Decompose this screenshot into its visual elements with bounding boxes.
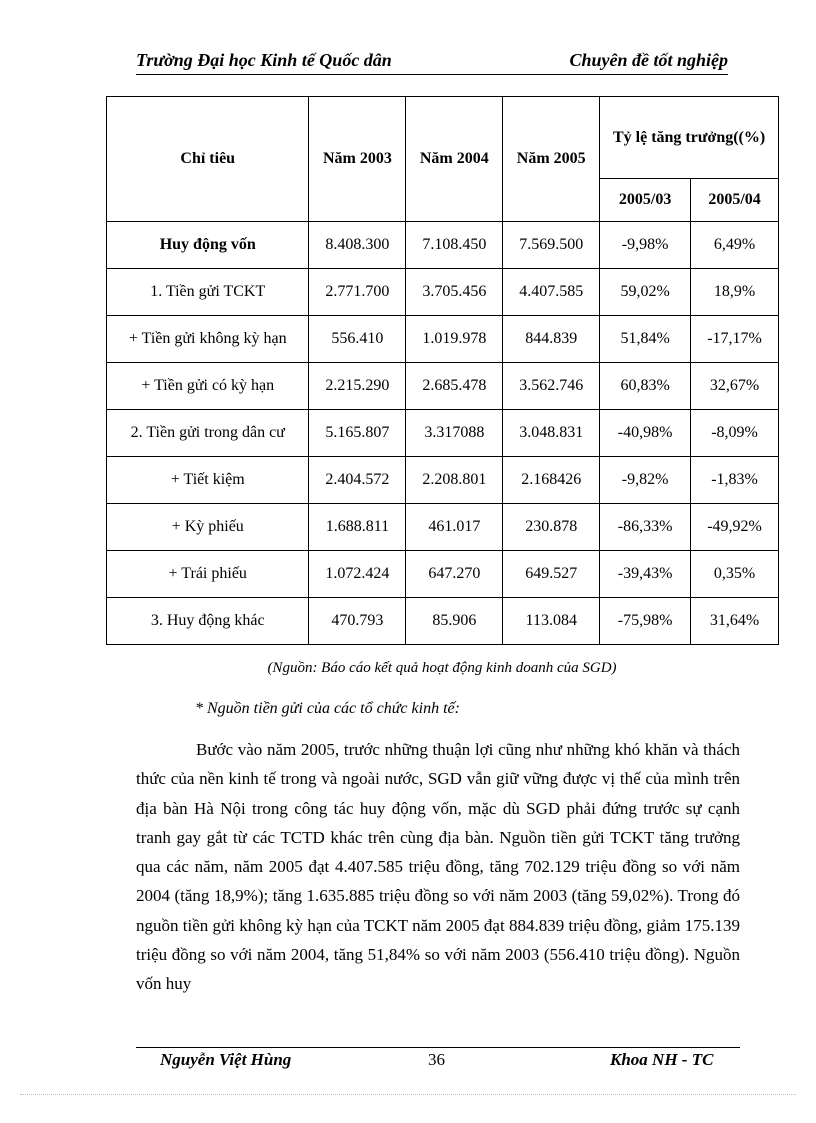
value-2003: 1.072.424 bbox=[309, 551, 406, 598]
value-2005: 230.878 bbox=[503, 504, 600, 551]
value-2005: 4.407.585 bbox=[503, 269, 600, 316]
table-row bbox=[107, 598, 779, 645]
value-2005: 3.562.746 bbox=[503, 363, 600, 410]
growth-2005-04: 32,67% bbox=[691, 363, 779, 410]
growth-2005-03: 51,84% bbox=[600, 316, 691, 363]
row-label: Huy động vốn bbox=[107, 222, 309, 269]
page-edge-dotted-line bbox=[20, 1094, 796, 1095]
growth-2005-03: -75,98% bbox=[600, 598, 691, 645]
value-2004: 2.208.801 bbox=[406, 457, 503, 504]
header-doc-type: Chuyên đề tốt nghiệp bbox=[569, 50, 728, 70]
header-growth-2005-04: 2005/04 bbox=[691, 179, 779, 222]
header-growth-2005-03: 2005/03 bbox=[600, 179, 691, 222]
growth-2005-03: -40,98% bbox=[600, 410, 691, 457]
value-2004: 461.017 bbox=[406, 504, 503, 551]
body-text bbox=[136, 735, 740, 999]
growth-2005-03: 59,02% bbox=[600, 269, 691, 316]
growth-2005-03: -9,82% bbox=[600, 457, 691, 504]
value-2005: 113.084 bbox=[503, 598, 600, 645]
value-2005: 844.839 bbox=[503, 316, 600, 363]
page-header bbox=[136, 50, 728, 75]
growth-2005-04: 18,9% bbox=[691, 269, 779, 316]
value-2003: 556.410 bbox=[309, 316, 406, 363]
growth-2005-04: -8,09% bbox=[691, 410, 779, 457]
value-2004: 7.108.450 bbox=[406, 222, 503, 269]
table-row bbox=[107, 551, 779, 598]
capital-mobilization-table bbox=[106, 96, 779, 645]
row-label: 3. Huy động khác bbox=[107, 598, 309, 645]
value-2005: 649.527 bbox=[503, 551, 600, 598]
table-row bbox=[107, 363, 779, 410]
value-2003: 1.688.811 bbox=[309, 504, 406, 551]
table-row bbox=[107, 222, 779, 269]
page-number: 36 bbox=[428, 1050, 445, 1069]
value-2005: 2.168426 bbox=[503, 457, 600, 504]
value-2003: 470.793 bbox=[309, 598, 406, 645]
table-row bbox=[107, 410, 779, 457]
paragraph: Bước vào năm 2005, trước những thuận lợi cũng như những khó khăn và thách thức của nền kinh tế trong và ngoài nước, SGD vẫn giữ vững được vị thế của mình trên địa bàn Hà Nội trong công tác huy động vốn, mặc dù SGD phải đứng trước sự cạnh tranh gay gắt từ các TCTD khác trên cùng địa bàn. Nguồn tiền gửi TCKT tăng trưởng qua các năm, năm 2005 đạt 4.407.585 triệu đồng, tăng 702.129 triệu đồng so với năm 2004 (tăng 18,9%); tăng 1.635.885 triệu đồng so với năm 2003 (tăng 59,02%). Trong đó nguồn tiền gửi không kỳ hạn của TCKT năm 2005 đạt 884.839 triệu đồng, giảm 175.139 triệu đồng so với năm 2004, tăng 51,84% so với năm 2003 (556.410 triệu đồng). Nguồn vốn huy bbox=[136, 740, 740, 994]
table-row bbox=[107, 504, 779, 551]
footer-department: Khoa NH - TC bbox=[610, 1050, 714, 1069]
header-2003: Năm 2003 bbox=[309, 97, 406, 222]
header-growth-rate: Tỷ lệ tăng trưởng((%) bbox=[600, 97, 779, 179]
value-2003: 2.404.572 bbox=[309, 457, 406, 504]
section-subheading: * Nguồn tiền gửi của các tổ chức kinh tế: bbox=[195, 700, 460, 717]
value-2003: 2.771.700 bbox=[309, 269, 406, 316]
value-2004: 3.705.456 bbox=[406, 269, 503, 316]
value-2003: 5.165.807 bbox=[309, 410, 406, 457]
growth-2005-04: 0,35% bbox=[691, 551, 779, 598]
growth-2005-04: -1,83% bbox=[691, 457, 779, 504]
row-label: + Tiền gửi có kỳ hạn bbox=[107, 363, 309, 410]
growth-2005-04: 31,64% bbox=[691, 598, 779, 645]
table-row bbox=[107, 457, 779, 504]
row-label: + Kỳ phiếu bbox=[107, 504, 309, 551]
footer-author: Nguyễn Việt Hùng bbox=[160, 1050, 292, 1069]
value-2004: 85.906 bbox=[406, 598, 503, 645]
growth-2005-04: 6,49% bbox=[691, 222, 779, 269]
value-2005: 7.569.500 bbox=[503, 222, 600, 269]
growth-2005-03: -86,33% bbox=[600, 504, 691, 551]
growth-2005-03: -39,43% bbox=[600, 551, 691, 598]
row-label: 2. Tiền gửi trong dân cư bbox=[107, 410, 309, 457]
value-2003: 8.408.300 bbox=[309, 222, 406, 269]
value-2005: 3.048.831 bbox=[503, 410, 600, 457]
table-row bbox=[107, 316, 779, 363]
header-university: Trường Đại học Kinh tế Quốc dân bbox=[136, 50, 392, 70]
value-2004: 2.685.478 bbox=[406, 363, 503, 410]
row-label: + Tiền gửi không kỳ hạn bbox=[107, 316, 309, 363]
growth-2005-04: -17,17% bbox=[691, 316, 779, 363]
header-indicator: Chỉ tiêu bbox=[107, 97, 309, 222]
footer-rule bbox=[136, 1047, 740, 1048]
row-label: + Tiết kiệm bbox=[107, 457, 309, 504]
growth-2005-03: -9,98% bbox=[600, 222, 691, 269]
value-2004: 647.270 bbox=[406, 551, 503, 598]
value-2003: 2.215.290 bbox=[309, 363, 406, 410]
row-label: 1. Tiền gửi TCKT bbox=[107, 269, 309, 316]
table-source: (Nguồn: Báo cáo kết quả hoạt động kinh doanh của SGD) bbox=[267, 660, 617, 676]
value-2004: 1.019.978 bbox=[406, 316, 503, 363]
value-2004: 3.317088 bbox=[406, 410, 503, 457]
header-2005: Năm 2005 bbox=[503, 97, 600, 222]
header-2004: Năm 2004 bbox=[406, 97, 503, 222]
row-label: + Trái phiếu bbox=[107, 551, 309, 598]
growth-2005-03: 60,83% bbox=[600, 363, 691, 410]
growth-2005-04: -49,92% bbox=[691, 504, 779, 551]
table-row bbox=[107, 269, 779, 316]
